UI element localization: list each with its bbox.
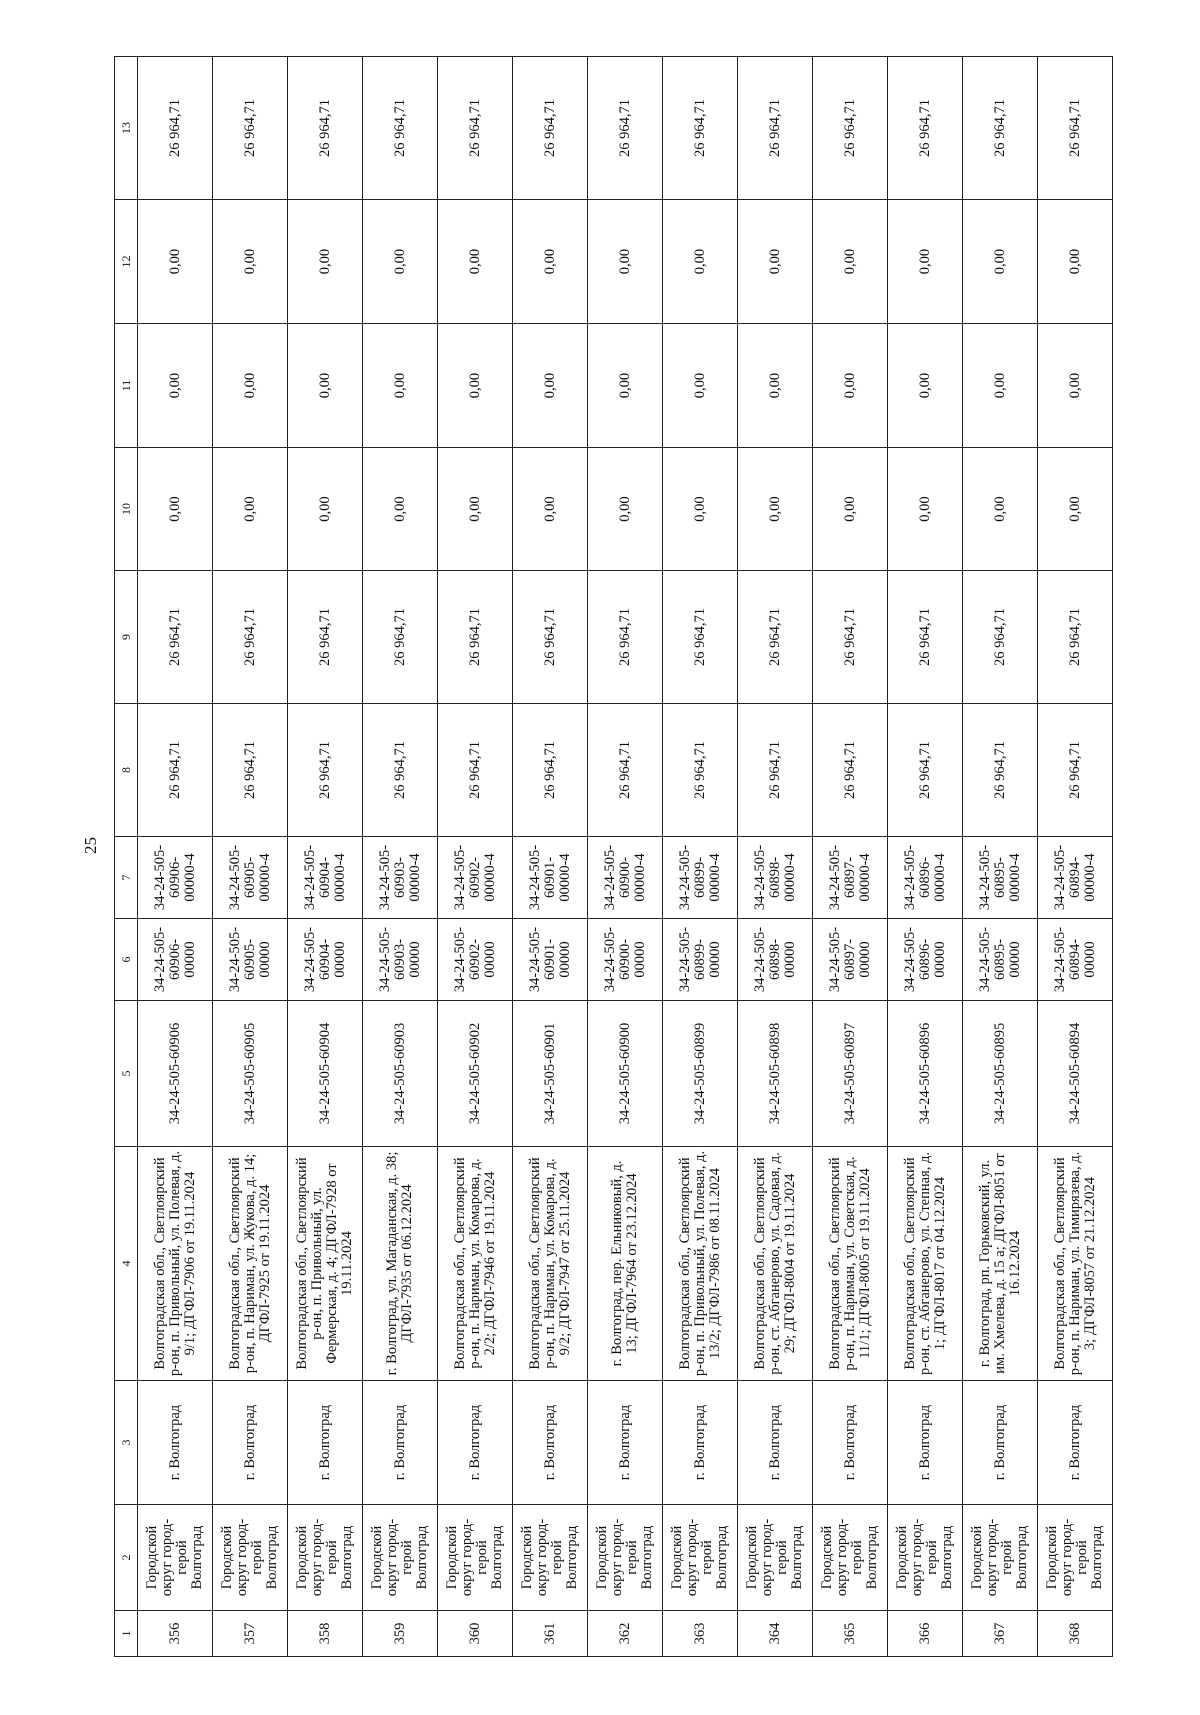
- amount-cell: 0,00: [438, 448, 513, 571]
- amount-cell: 0,00: [213, 324, 288, 448]
- table-row: [513, 57, 588, 1657]
- table-row: [963, 57, 1038, 1657]
- amount-cell: 0,00: [888, 448, 963, 571]
- column-number-header: 2: [115, 1505, 138, 1611]
- row-number-cell: 357: [213, 1611, 288, 1657]
- table-row: [213, 57, 288, 1657]
- amount-cell: 26 964,71: [963, 704, 1038, 837]
- amount-cell: 0,00: [963, 448, 1038, 571]
- amount-cell: 0,00: [588, 448, 663, 571]
- row-number-cell: 368: [1038, 1611, 1113, 1657]
- code-cell: 34-24-505-60906: [138, 1001, 213, 1147]
- municipality-cell: Городской округ город-герой Волгоград: [138, 1505, 213, 1611]
- settlement-cell: г. Волгоград: [513, 1381, 588, 1505]
- amount-cell: 26 964,71: [588, 571, 663, 704]
- row-number-cell: 364: [738, 1611, 813, 1657]
- column-number-header: 7: [115, 837, 138, 919]
- amount-cell: 26 964,71: [813, 57, 888, 200]
- amount-cell: 0,00: [813, 324, 888, 448]
- address-cell: Волгоградская обл., Светлоярский р-он, ст. Абганерово, ул. Садовая, д. 29; ДГФЛ-8004 от 19.11.2024: [738, 1147, 813, 1381]
- amount-cell: 0,00: [888, 324, 963, 448]
- code-full-cell: 34-24-505-60897-00000-4: [813, 837, 888, 919]
- amount-cell: 26 964,71: [888, 57, 963, 200]
- amount-cell: 0,00: [888, 200, 963, 324]
- column-number-header: 13: [115, 57, 138, 200]
- settlement-cell: г. Волгоград: [813, 1381, 888, 1505]
- amount-cell: 0,00: [513, 200, 588, 324]
- table-row: [288, 57, 363, 1657]
- table-row: [438, 57, 513, 1657]
- address-cell: Волгоградская обл., Светлоярский р-он, п. Привольный, ул. Полевая, д. 9/1; ДГФЛ-7906 от 19.11.2024: [138, 1147, 213, 1381]
- amount-cell: 0,00: [963, 324, 1038, 448]
- amount-cell: 26 964,71: [738, 571, 813, 704]
- amount-cell: 26 964,71: [363, 57, 438, 200]
- amount-cell: 0,00: [738, 324, 813, 448]
- municipality-cell: Городской округ город-герой Волгоград: [663, 1505, 738, 1611]
- settlement-cell: г. Волгоград: [1038, 1381, 1113, 1505]
- amount-cell: 0,00: [138, 200, 213, 324]
- row-number-cell: 365: [813, 1611, 888, 1657]
- amount-cell: 26 964,71: [213, 571, 288, 704]
- code-cell: 34-24-505-60897: [813, 1001, 888, 1147]
- row-number-cell: 361: [513, 1611, 588, 1657]
- amount-cell: 0,00: [1038, 324, 1113, 448]
- rotated-table-wrapper: [114, 57, 1105, 1657]
- amount-cell: 26 964,71: [288, 571, 363, 704]
- table-row: [588, 57, 663, 1657]
- code-cell: 34-24-505-60896: [888, 1001, 963, 1147]
- amount-cell: 0,00: [813, 448, 888, 571]
- municipality-cell: Городской округ город-герой Волгоград: [438, 1505, 513, 1611]
- amount-cell: 0,00: [663, 324, 738, 448]
- code-cell: 34-24-505-60895: [963, 1001, 1038, 1147]
- amount-cell: 26 964,71: [363, 571, 438, 704]
- address-cell: Волгоградская обл., Светлоярский р-он, п. Привольный, ул. Фермерская, д. 4; ДГФЛ-7928 от 19.11.2024: [288, 1147, 363, 1381]
- code-full-cell: 34-24-505-60902-00000-4: [438, 837, 513, 919]
- amount-cell: 26 964,71: [963, 57, 1038, 200]
- code-extended-cell: 34-24-505-60894-00000: [1038, 919, 1113, 1001]
- row-number-cell: 363: [663, 1611, 738, 1657]
- row-number-cell: 367: [963, 1611, 1038, 1657]
- code-extended-cell: 34-24-505-60901-00000: [513, 919, 588, 1001]
- amount-cell: 26 964,71: [738, 704, 813, 837]
- code-full-cell: 34-24-505-60900-00000-4: [588, 837, 663, 919]
- amount-cell: 0,00: [963, 200, 1038, 324]
- code-full-cell: 34-24-505-60899-00000-4: [663, 837, 738, 919]
- amount-cell: 0,00: [288, 200, 363, 324]
- code-full-cell: 34-24-505-60894-00000-4: [1038, 837, 1113, 919]
- amount-cell: 0,00: [513, 448, 588, 571]
- address-cell: Волгоградская обл., Светлоярский р-он, ст. Абганерово, ул. Степная, д. 1; ДГФЛ-8017 от 04.12.2024: [888, 1147, 963, 1381]
- amount-cell: 0,00: [363, 200, 438, 324]
- settlement-cell: г. Волгоград: [438, 1381, 513, 1505]
- code-extended-cell: 34-24-505-60899-00000: [663, 919, 738, 1001]
- amount-cell: 26 964,71: [813, 571, 888, 704]
- amount-cell: 0,00: [438, 200, 513, 324]
- municipality-cell: Городской округ город-герой Волгоград: [1038, 1505, 1113, 1611]
- code-cell: 34-24-505-60894: [1038, 1001, 1113, 1147]
- amount-cell: 0,00: [138, 448, 213, 571]
- row-number-cell: 362: [588, 1611, 663, 1657]
- amount-cell: 0,00: [663, 448, 738, 571]
- settlement-cell: г. Волгоград: [738, 1381, 813, 1505]
- code-cell: 34-24-505-60902: [438, 1001, 513, 1147]
- amount-cell: 0,00: [213, 200, 288, 324]
- amount-cell: 0,00: [663, 200, 738, 324]
- amount-cell: 0,00: [1038, 448, 1113, 571]
- row-number-cell: 366: [888, 1611, 963, 1657]
- code-extended-cell: 34-24-505-60903-00000: [363, 919, 438, 1001]
- column-number-header: 10: [115, 448, 138, 571]
- municipality-cell: Городской округ город-герой Волгоград: [288, 1505, 363, 1611]
- table-body: [138, 57, 1113, 1657]
- address-cell: Волгоградская обл., Светлоярский р-он, п. Нариман, ул. Комарова, д. 2/2; ДГФЛ-7946 от 19.11.2024: [438, 1147, 513, 1381]
- address-cell: Волгоградская обл., Светлоярский р-он, п. Нариман, ул. Комарова, д. 9/2; ДГФЛ-7947 от 25.11.2024: [513, 1147, 588, 1381]
- row-number-cell: 356: [138, 1611, 213, 1657]
- row-number-cell: 360: [438, 1611, 513, 1657]
- amount-cell: 26 964,71: [513, 57, 588, 200]
- amount-cell: 0,00: [288, 324, 363, 448]
- amount-cell: 26 964,71: [588, 57, 663, 200]
- address-cell: Волгоградская обл., Светлоярский р-он, п. Нариман, ул. Советская, д. 11/1; ДГФЛ-8005 от 19.11.2024: [813, 1147, 888, 1381]
- municipality-cell: Городской округ город-герой Волгоград: [738, 1505, 813, 1611]
- column-number-header: 6: [115, 919, 138, 1001]
- column-number-header: 8: [115, 704, 138, 837]
- code-extended-cell: 34-24-505-60896-00000: [888, 919, 963, 1001]
- code-full-cell: 34-24-505-60895-00000-4: [963, 837, 1038, 919]
- table-row: [1038, 57, 1113, 1657]
- code-cell: 34-24-505-60905: [213, 1001, 288, 1147]
- code-full-cell: 34-24-505-60901-00000-4: [513, 837, 588, 919]
- settlement-cell: г. Волгоград: [138, 1381, 213, 1505]
- amount-cell: 26 964,71: [588, 704, 663, 837]
- column-number-header: 1: [115, 1611, 138, 1657]
- amount-cell: 26 964,71: [438, 57, 513, 200]
- code-full-cell: 34-24-505-60903-00000-4: [363, 837, 438, 919]
- amount-cell: 0,00: [588, 200, 663, 324]
- amount-cell: 26 964,71: [888, 704, 963, 837]
- amount-cell: 26 964,71: [663, 571, 738, 704]
- code-cell: 34-24-505-60899: [663, 1001, 738, 1147]
- amount-cell: 26 964,71: [1038, 57, 1113, 200]
- column-number-header: 3: [115, 1381, 138, 1505]
- amount-cell: 0,00: [363, 324, 438, 448]
- amount-cell: 0,00: [588, 324, 663, 448]
- page-number: 25: [81, 837, 100, 854]
- address-cell: Волгоградская обл., Светлоярский р-он, п. Нариман, ул. Жукова, д. 14; ДГФЛ-7925 от 19.11.2024: [213, 1147, 288, 1381]
- amount-cell: 0,00: [363, 448, 438, 571]
- amount-cell: 26 964,71: [138, 704, 213, 837]
- amount-cell: 0,00: [513, 324, 588, 448]
- code-full-cell: 34-24-505-60898-00000-4: [738, 837, 813, 919]
- address-cell: Волгоградская обл., Светлоярский р-он, п. Привольный, ул. Полевая, д. 13/2; ДГФЛ-7986 от 08.11.2024: [663, 1147, 738, 1381]
- code-extended-cell: 34-24-505-60897-00000: [813, 919, 888, 1001]
- table-row: [888, 57, 963, 1657]
- amount-cell: 0,00: [213, 448, 288, 571]
- amount-cell: 26 964,71: [1038, 704, 1113, 837]
- amount-cell: 26 964,71: [513, 704, 588, 837]
- settlement-cell: г. Волгоград: [213, 1381, 288, 1505]
- table-row: [813, 57, 888, 1657]
- column-number-row: [115, 57, 138, 1657]
- municipality-cell: Городской округ город-герой Волгоград: [888, 1505, 963, 1611]
- municipality-cell: Городской округ город-герой Волгоград: [213, 1505, 288, 1611]
- amount-cell: 26 964,71: [138, 571, 213, 704]
- amount-cell: 26 964,71: [213, 57, 288, 200]
- municipality-cell: Городской округ город-герой Волгоград: [513, 1505, 588, 1611]
- code-full-cell: 34-24-505-60905-00000-4: [213, 837, 288, 919]
- column-number-header: 4: [115, 1147, 138, 1381]
- column-number-header: 9: [115, 571, 138, 704]
- amount-cell: 0,00: [1038, 200, 1113, 324]
- amount-cell: 0,00: [738, 448, 813, 571]
- code-cell: 34-24-505-60904: [288, 1001, 363, 1147]
- code-extended-cell: 34-24-505-60895-00000: [963, 919, 1038, 1001]
- code-extended-cell: 34-24-505-60900-00000: [588, 919, 663, 1001]
- row-number-cell: 358: [288, 1611, 363, 1657]
- settlement-cell: г. Волгоград: [663, 1381, 738, 1505]
- table-row: [363, 57, 438, 1657]
- code-extended-cell: 34-24-505-60898-00000: [738, 919, 813, 1001]
- code-cell: 34-24-505-60900: [588, 1001, 663, 1147]
- amount-cell: 26 964,71: [813, 704, 888, 837]
- amount-cell: 0,00: [138, 324, 213, 448]
- amount-cell: 26 964,71: [963, 571, 1038, 704]
- municipality-cell: Городской округ город-герой Волгоград: [963, 1505, 1038, 1611]
- address-cell: Волгоградская обл., Светлоярский р-он, п. Нариман, ул. Тимирязева, д. 3; ДГФЛ-8057 от 21.12.2024: [1038, 1147, 1113, 1381]
- column-number-header: 5: [115, 1001, 138, 1147]
- amount-cell: 26 964,71: [663, 57, 738, 200]
- table-row: [738, 57, 813, 1657]
- table-row: [138, 57, 213, 1657]
- settlement-cell: г. Волгоград: [963, 1381, 1038, 1505]
- code-full-cell: 34-24-505-60904-00000-4: [288, 837, 363, 919]
- amount-cell: 26 964,71: [513, 571, 588, 704]
- code-full-cell: 34-24-505-60896-00000-4: [888, 837, 963, 919]
- code-extended-cell: 34-24-505-60904-00000: [288, 919, 363, 1001]
- amount-cell: 26 964,71: [363, 704, 438, 837]
- amount-cell: 26 964,71: [138, 57, 213, 200]
- code-cell: 34-24-505-60898: [738, 1001, 813, 1147]
- column-number-header: 11: [115, 324, 138, 448]
- code-full-cell: 34-24-505-60906-00000-4: [138, 837, 213, 919]
- table-row: [663, 57, 738, 1657]
- code-extended-cell: 34-24-505-60902-00000: [438, 919, 513, 1001]
- address-cell: г. Волгоград, ул. Магаданская, д. 38; ДГФЛ-7935 от 06.12.2024: [363, 1147, 438, 1381]
- code-cell: 34-24-505-60903: [363, 1001, 438, 1147]
- address-cell: г. Волгоград, рп. Горьковский, ул. им. Хмелева, д. 15 а; ДГФЛ-8051 от 16.12.2024: [963, 1147, 1038, 1381]
- amount-cell: 0,00: [288, 448, 363, 571]
- settlement-cell: г. Волгоград: [888, 1381, 963, 1505]
- amount-cell: 26 964,71: [288, 57, 363, 200]
- amount-cell: 26 964,71: [663, 704, 738, 837]
- amount-cell: 0,00: [813, 200, 888, 324]
- municipality-cell: Городской округ город-герой Волгоград: [813, 1505, 888, 1611]
- amount-cell: 0,00: [738, 200, 813, 324]
- settlement-cell: г. Волгоград: [363, 1381, 438, 1505]
- amount-cell: 26 964,71: [438, 571, 513, 704]
- amount-cell: 26 964,71: [438, 704, 513, 837]
- settlement-cell: г. Волгоград: [588, 1381, 663, 1505]
- amount-cell: 26 964,71: [888, 571, 963, 704]
- amount-cell: 26 964,71: [288, 704, 363, 837]
- address-cell: г. Волгоград, пер. Ельниковый, д. 13; ДГФЛ-7964 от 23.12.2024: [588, 1147, 663, 1381]
- amount-cell: 26 964,71: [1038, 571, 1113, 704]
- registry-table: [114, 56, 1113, 1657]
- amount-cell: 0,00: [438, 324, 513, 448]
- municipality-cell: Городской округ город-герой Волгоград: [363, 1505, 438, 1611]
- code-extended-cell: 34-24-505-60905-00000: [213, 919, 288, 1001]
- row-number-cell: 359: [363, 1611, 438, 1657]
- municipality-cell: Городской округ город-герой Волгоград: [588, 1505, 663, 1611]
- code-cell: 34-24-505-60901: [513, 1001, 588, 1147]
- amount-cell: 26 964,71: [213, 704, 288, 837]
- settlement-cell: г. Волгоград: [288, 1381, 363, 1505]
- column-number-header: 12: [115, 200, 138, 324]
- code-extended-cell: 34-24-505-60906-00000: [138, 919, 213, 1001]
- amount-cell: 26 964,71: [738, 57, 813, 200]
